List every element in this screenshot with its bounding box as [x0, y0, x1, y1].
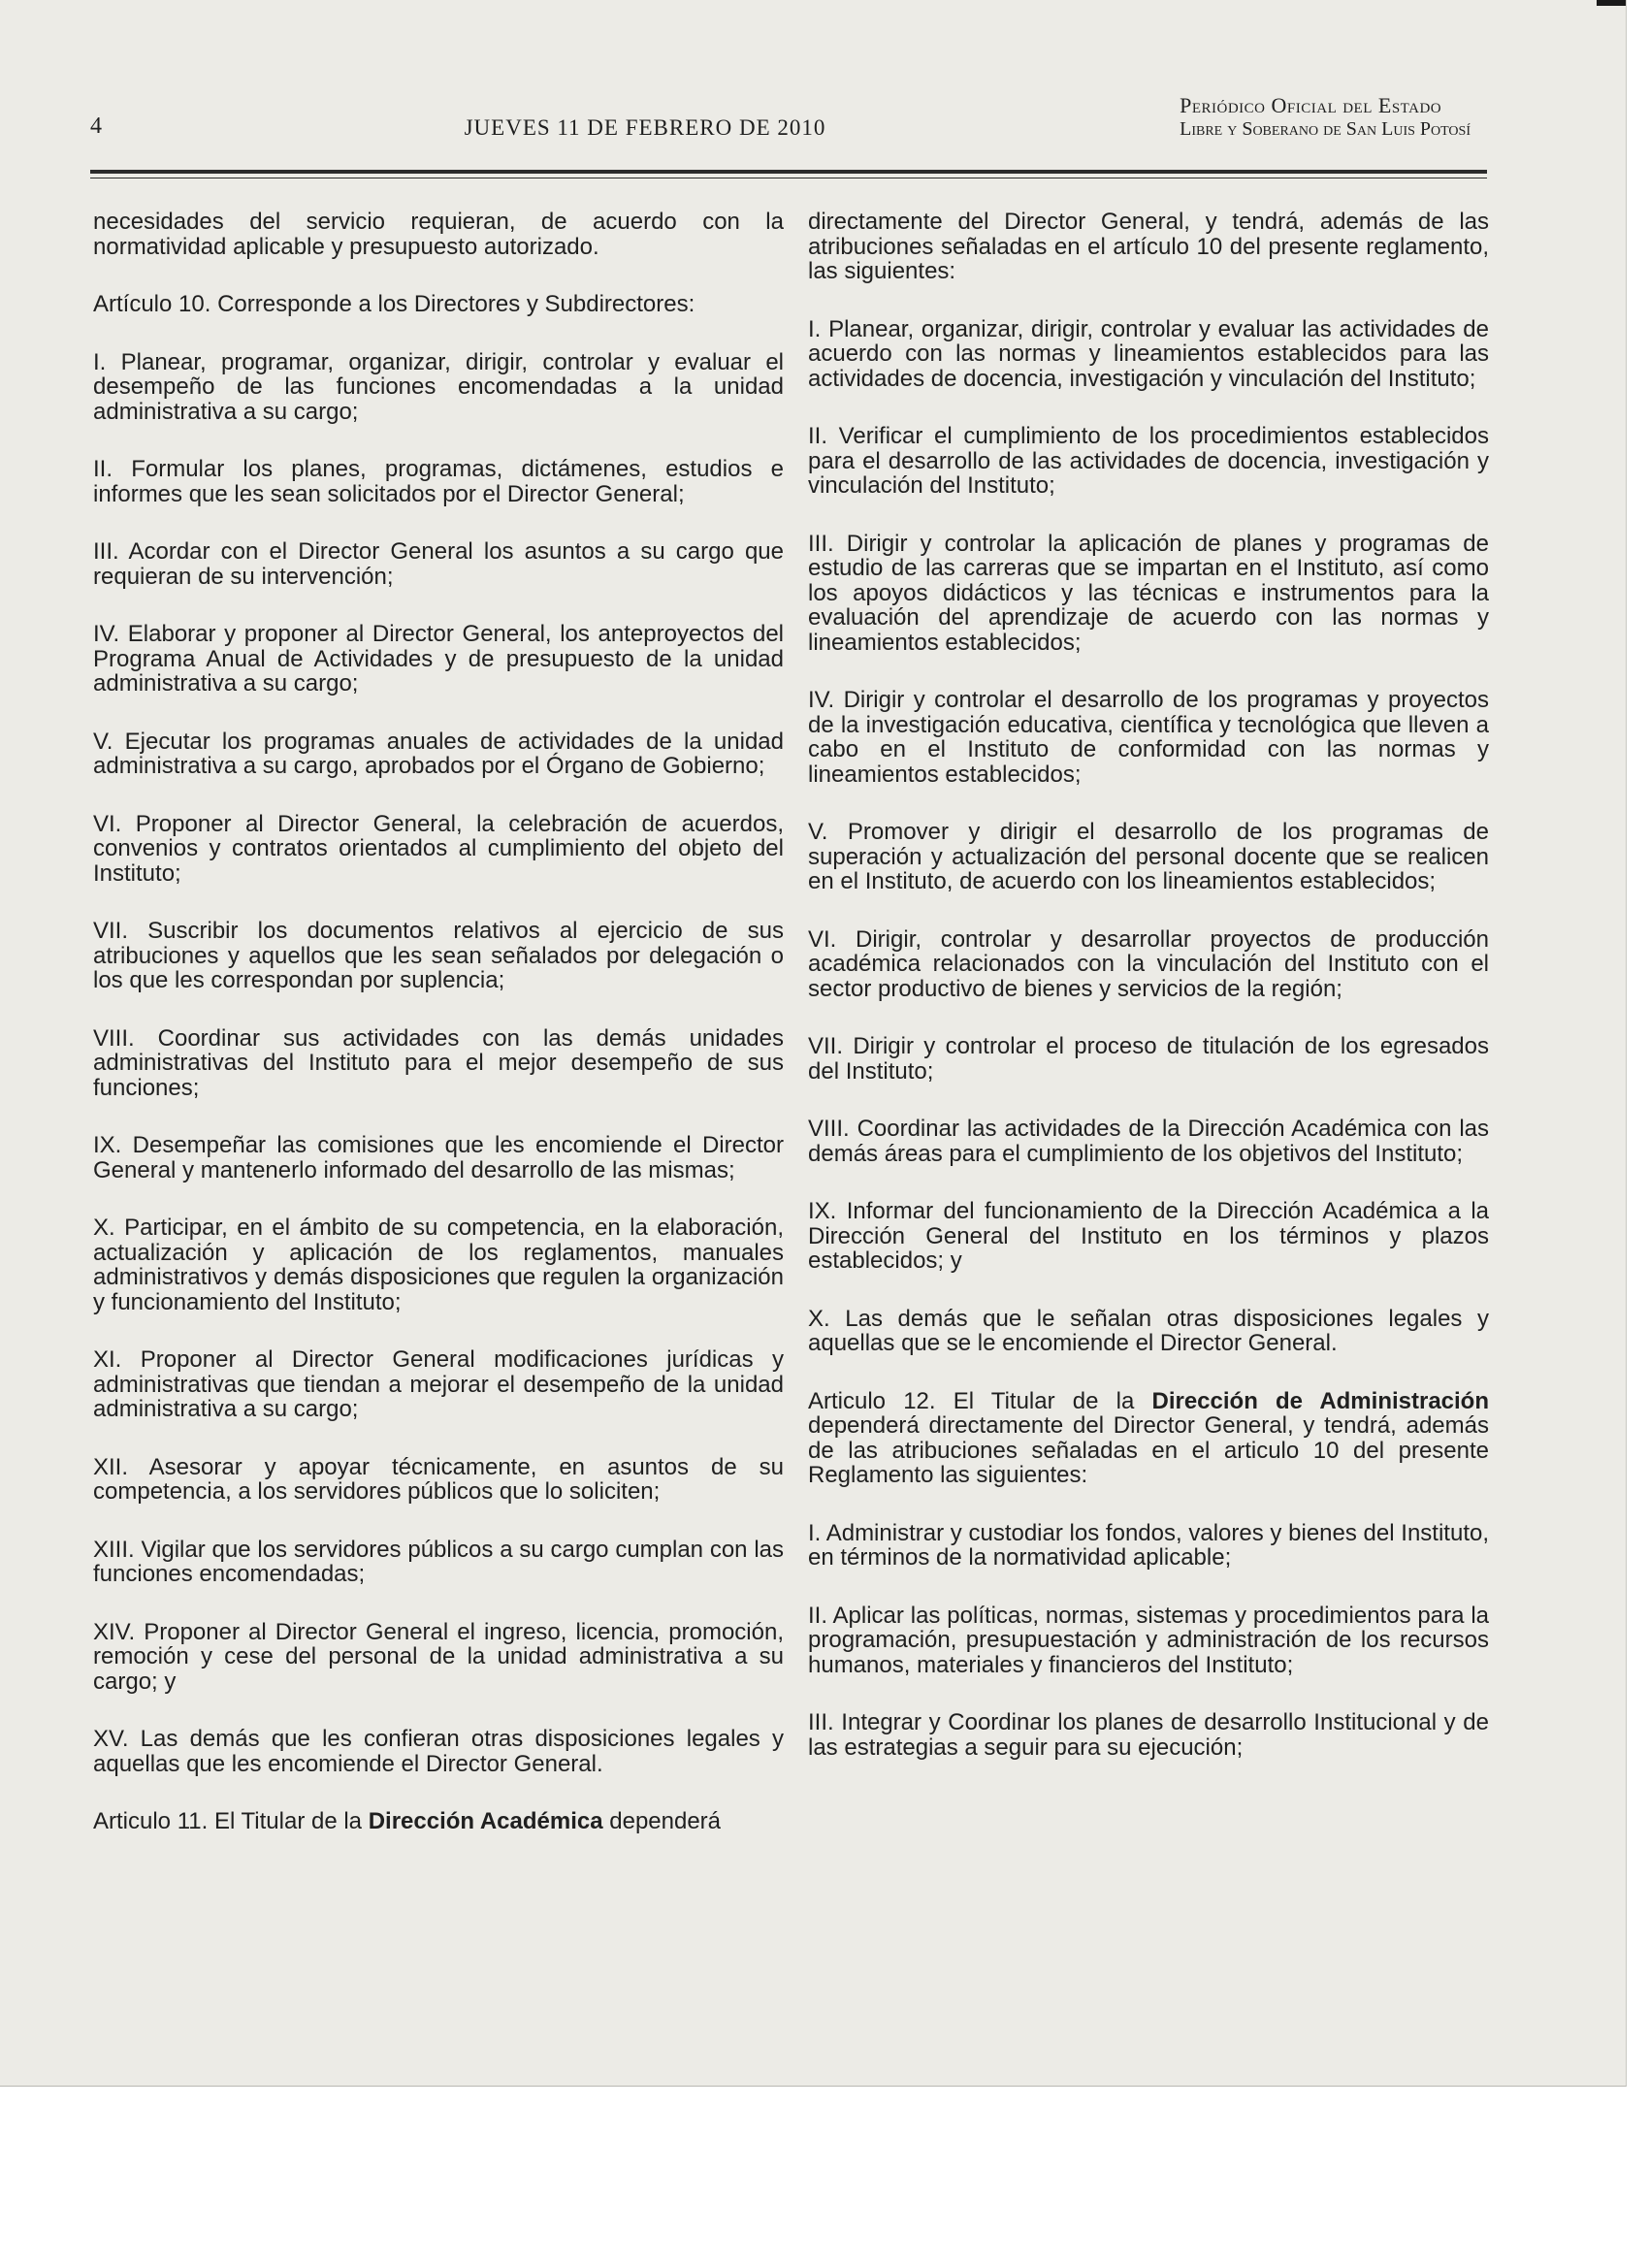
list-item: VIII. Coordinar sus actividades con las demás unidades administrativas del Instituto para el mejor desempeño de sus funciones; — [93, 1024, 784, 1101]
publication-masthead — [1180, 93, 1471, 141]
left-column — [93, 210, 784, 1867]
scan-corner-mark — [1597, 0, 1626, 6]
page-number: 4 — [90, 113, 102, 139]
list-item: VI. Proponer al Director General, la celebración de acuerdos, convenios y contratos orientados al cumplimiento del objeto del Instituto; — [93, 810, 784, 887]
list-item: VII. Dirigir y controlar el proceso de titulación de los egresados del Instituto; — [808, 1033, 1489, 1085]
list-item: I. Planear, programar, organizar, dirigir, controlar y evaluar el desempeño de las funciones encomendadas a la unidad administrativa a su cargo; — [93, 348, 784, 425]
paragraph: necesidades del servicio requieran, de acuerdo con la normatividad aplicable y presupuesto autorizado. — [93, 209, 784, 260]
list-item: VII. Suscribir los documentos relativos al ejercicio de sus atribuciones y aquellos que les sean señalados por delegación o los que les correspondan por suplencia; — [93, 918, 784, 993]
article-12-heading — [808, 1389, 1489, 1488]
list-item: IX. Desempeñar las comisiones que les encomiende el Director General y mantenerlo informado del desarrollo de las mismas; — [93, 1132, 784, 1183]
list-item: III. Acordar con el Director General los asuntos a su cargo que requieran de su intervención; — [93, 538, 784, 590]
article-11-suffix: dependerá — [602, 1808, 722, 1834]
header-rule-thick — [90, 170, 1487, 174]
list-item: I. Administrar y custodiar los fondos, valores y bienes del Instituto, en términos de la normatividad aplicable; — [808, 1519, 1489, 1571]
article-12-prefix: Articulo 12. El Titular de la — [808, 1387, 1152, 1414]
list-item: II. Aplicar las políticas, normas, sistemas y procedimientos para la programación, presupuestación y administración de los recursos humanos, materiales y financieros del Instituto; — [808, 1602, 1489, 1678]
list-item: II. Formular los planes, programas, dictámenes, estudios e informes que les sean solicitados por el Director General; — [93, 456, 784, 507]
article-11-bold: Dirección Académica — [368, 1808, 603, 1834]
list-item: XIV. Proponer al Director General el ingreso, licencia, promoción, remoción y cese del personal de la unidad administrativa a su cargo; y — [93, 1618, 784, 1695]
paragraph: directamente del Director General, y tendrá, además de las atribuciones señaladas en el artículo 10 del presente reglamento, las siguientes: — [808, 209, 1489, 284]
list-item: X. Participar, en el ámbito de su competencia, en la elaboración, actualización y aplicación de los reglamentos, manuales administrativos y demás disposiciones que regulen la organización y funcionamiento del Instituto; — [93, 1215, 784, 1315]
list-item: V. Ejecutar los programas anuales de actividades de la unidad administrativa a su cargo, aprobados por el Órgano de Gobierno; — [93, 728, 784, 779]
list-item: XV. Las demás que les confieran otras disposiciones legales y aquellas que les encomiende el Director General. — [93, 1726, 784, 1777]
list-item: XII. Asesorar y apoyar técnicamente, en asuntos de su competencia, a los servidores públicos que lo soliciten; — [93, 1453, 784, 1505]
list-item: VIII. Coordinar las actividades de la Dirección Académica con las demás áreas para el cumplimiento de los objetivos del Instituto; — [808, 1116, 1489, 1167]
right-column — [808, 210, 1489, 1793]
list-item: XI. Proponer al Director General modificaciones jurídicas y administrativas que tiendan a mejorar el desempeño de la unidad administrativa a su cargo; — [93, 1346, 784, 1422]
list-item: XIII. Vigilar que los servidores públicos a su cargo cumplan con las funciones encomendadas; — [93, 1536, 784, 1587]
article-11-heading — [93, 1809, 784, 1834]
list-item: II. Verificar el cumplimiento de los procedimientos establecidos para el desarrollo de las actividades de docencia, investigación y vinculación del Instituto; — [808, 423, 1489, 499]
issue-date: JUEVES 11 DE FEBRERO DE 2010 — [464, 115, 826, 140]
list-item: VI. Dirigir, controlar y desarrollar proyectos de producción académica relacionados con la vinculación del Instituto con el sector productivo de bienes y servicios de la región; — [808, 925, 1489, 1002]
list-item: III. Dirigir y controlar la aplicación de planes y programas de estudio de las carreras que se impartan en el Instituto, así como los apoyos didácticos y las técnicas e instrumentos para la evaluación del aprendizaje de acuerdo con las normas y lineamientos establecidos; — [808, 530, 1489, 656]
article-12-suffix: dependerá directamente del Director General, y tendrá, además de las atribuciones señaladas en el articulo 10 del presente Reglamento las siguientes: — [808, 1412, 1489, 1488]
list-item: IX. Informar del funcionamiento de la Dirección Académica a la Dirección General del Instituto en los términos y plazos establecidos; y — [808, 1198, 1489, 1274]
masthead-line-1: Periódico Oficial del Estado — [1180, 93, 1442, 117]
list-item: III. Integrar y Coordinar los planes de desarrollo Institucional y de las estrategias a seguir para su ejecución; — [808, 1709, 1489, 1761]
list-item: IV. Elaborar y proponer al Director General, los anteproyectos del Programa Anual de Actividades y de presupuesto de la unidad administrativa a su cargo; — [93, 621, 784, 697]
list-item: V. Promover y dirigir el desarrollo de los programas de superación y actualización del personal docente que se realicen en el Instituto, de acuerdo con los lineamientos establecidos; — [808, 819, 1489, 894]
list-item: I. Planear, organizar, dirigir, controlar y evaluar las actividades de acuerdo con las normas y lineamientos establecidos para las actividades de docencia, investigación y vinculación del Instituto; — [808, 315, 1489, 392]
list-item: IV. Dirigir y controlar el desarrollo de los programas y proyectos de la investigación educativa, científica y tecnológica que lleven a cabo en el Instituto de conformidad con las normas y lineamientos establecidos; — [808, 687, 1489, 788]
article-heading: Artículo 10. Corresponde a los Directores y Subdirectores: — [93, 291, 695, 317]
list-item: X. Las demás que le señalan otras disposiciones legales y aquellas que se le encomiende el Director General. — [808, 1305, 1489, 1356]
masthead-line-2: Libre y Soberano de San Luis Potosí — [1180, 118, 1471, 140]
article-12-bold: Dirección de Administración — [1151, 1387, 1490, 1414]
article-11-prefix: Articulo 11. El Titular de la — [93, 1808, 369, 1834]
